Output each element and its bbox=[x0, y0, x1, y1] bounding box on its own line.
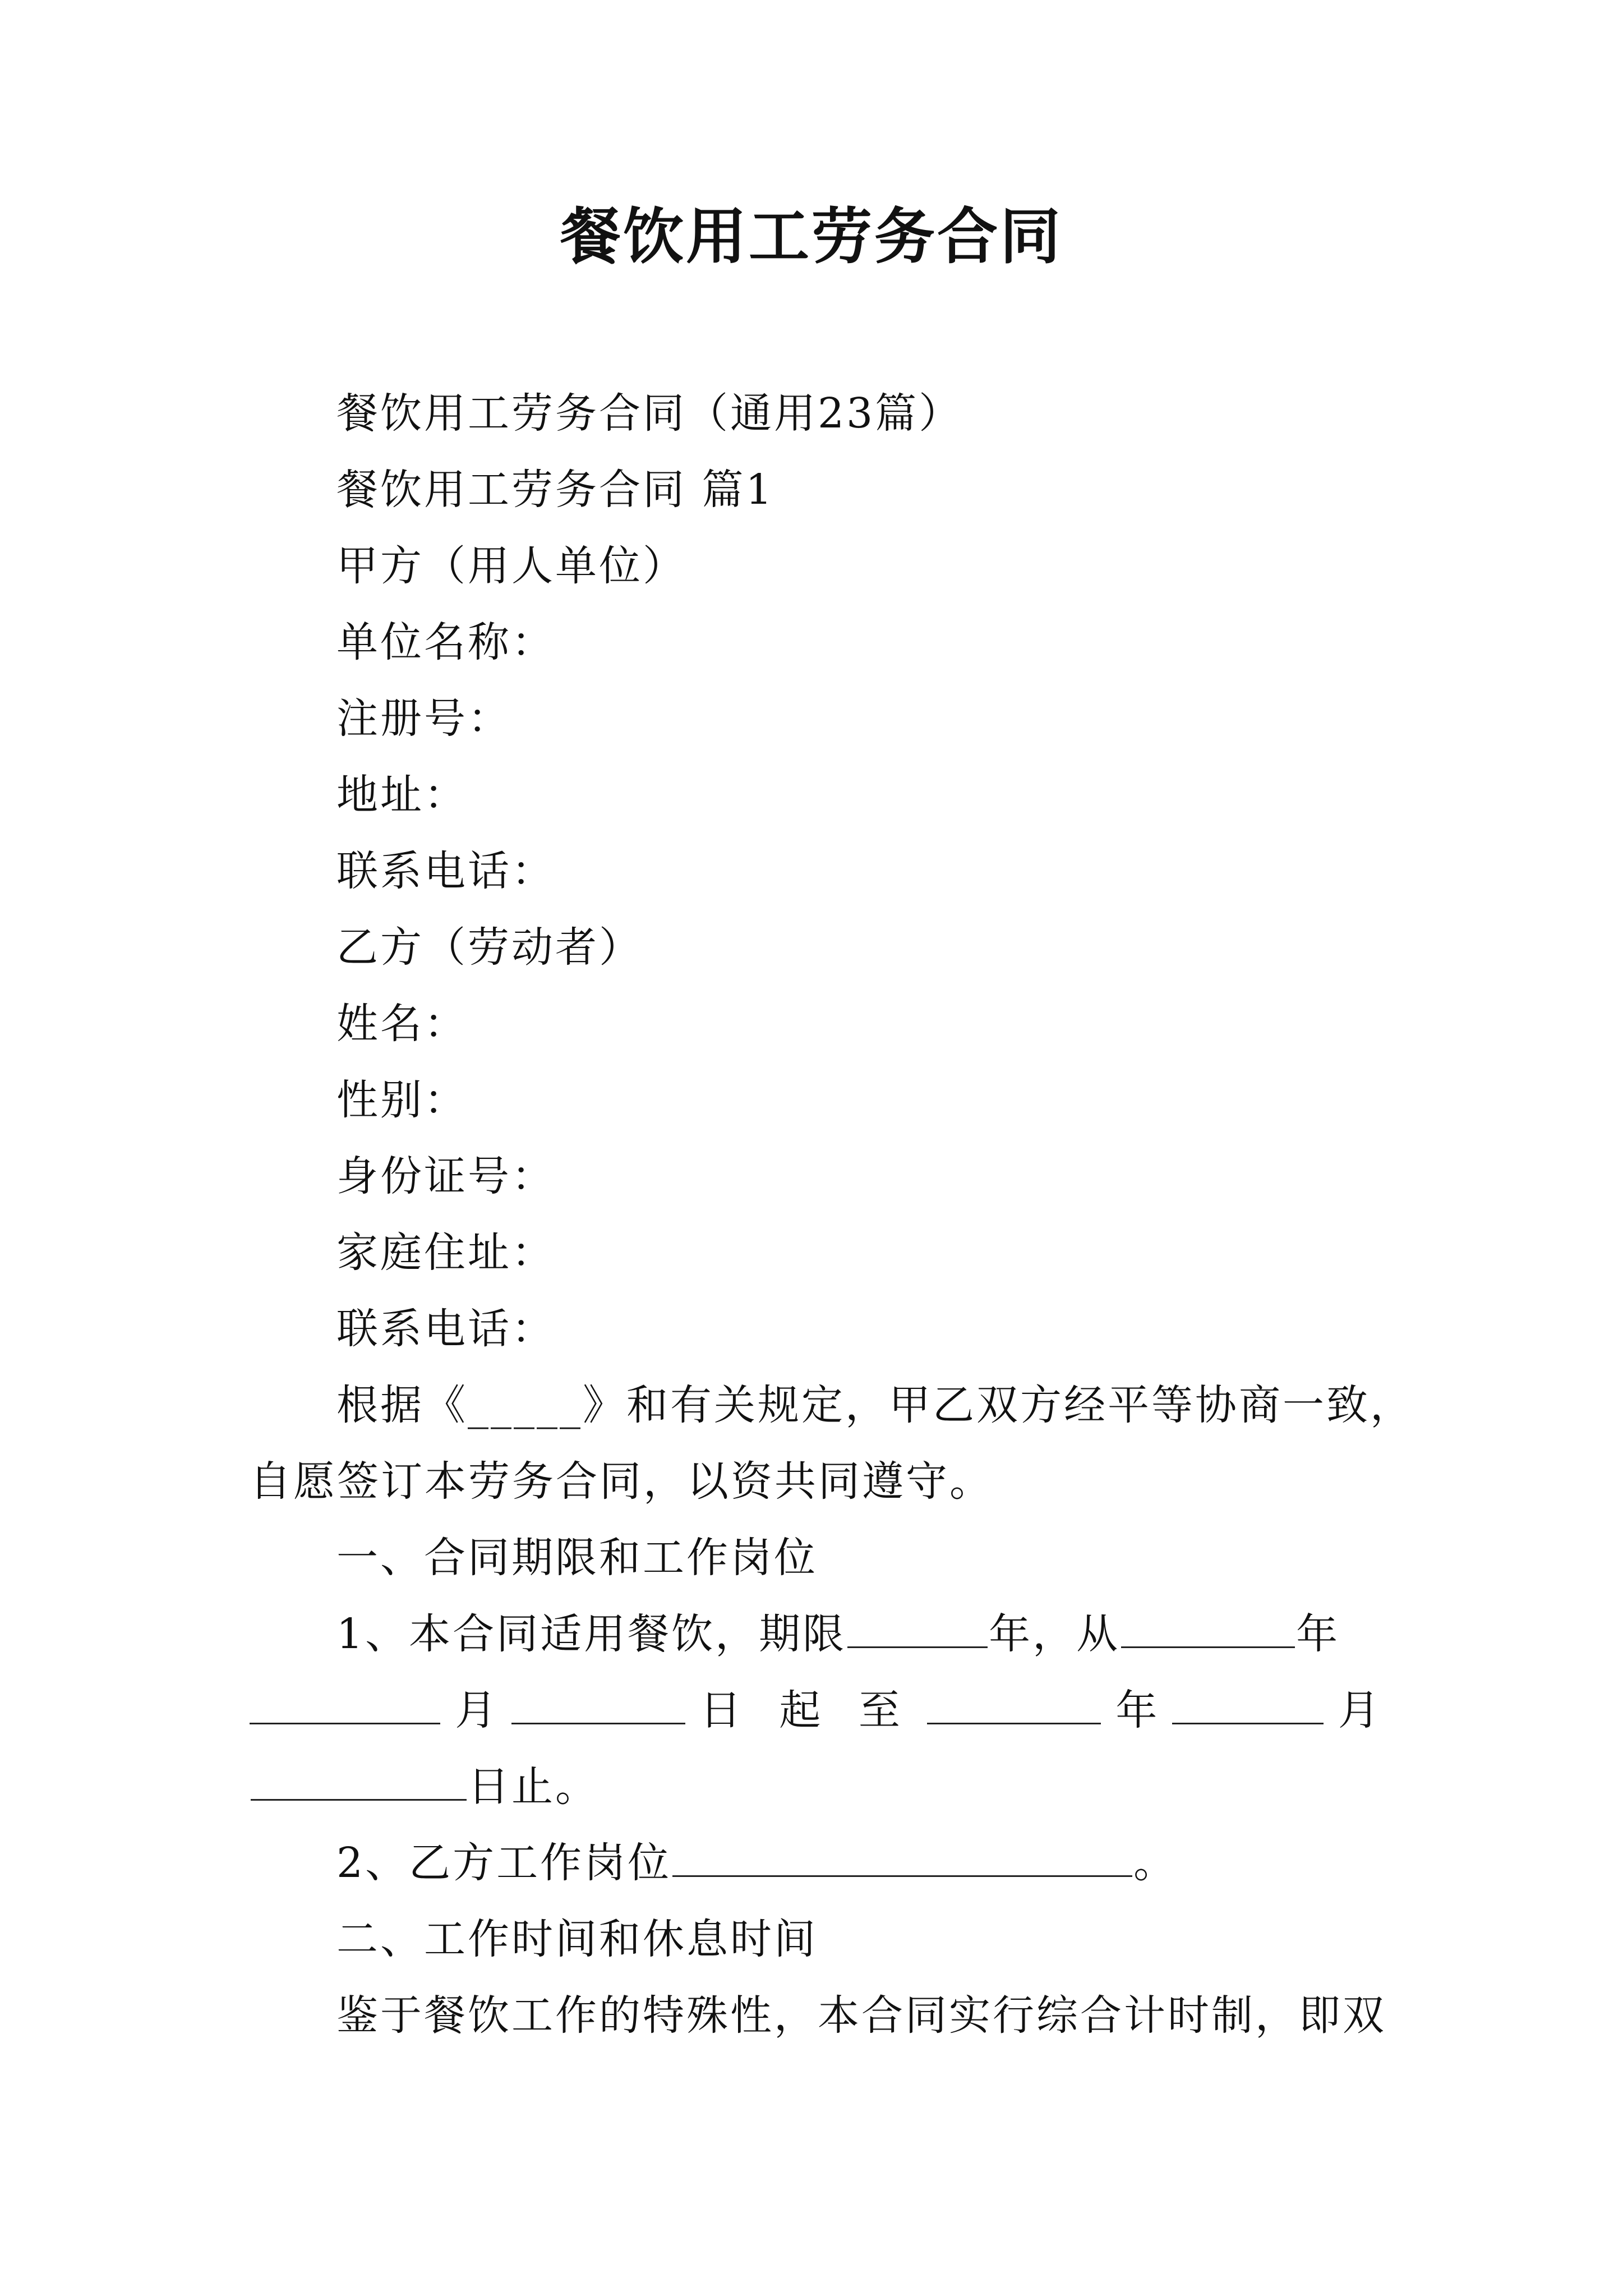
start-month-blank bbox=[250, 1686, 440, 1724]
section1-heading: 一、合同期限和工作岗位 bbox=[336, 1534, 818, 1582]
section2-paragraph: 鉴于餐饮工作的特殊性，本合同实行综合计时制，即双 bbox=[336, 1991, 1386, 2040]
field-home-address: 家庭住址： bbox=[336, 1228, 555, 1277]
clause1-year-label: 年，从 bbox=[989, 1610, 1121, 1658]
field-party-a-phone: 联系电话： bbox=[336, 847, 555, 895]
start-day-blank bbox=[511, 1686, 685, 1724]
clause2-end: 。 bbox=[1133, 1839, 1178, 1887]
clause2-line bbox=[336, 1832, 1177, 1894]
basis-text-before: 根据《 bbox=[336, 1381, 468, 1429]
field-party-b-phone: 联系电话： bbox=[336, 1305, 555, 1353]
job-position-blank bbox=[672, 1838, 1132, 1877]
party-b-heading: 乙方（劳动者） bbox=[336, 923, 643, 972]
document-title: 餐饮用工劳务合同 bbox=[560, 201, 1063, 272]
start-year-blank bbox=[1121, 1609, 1295, 1648]
field-gender: 性别： bbox=[336, 1076, 468, 1124]
party-a-heading: 甲方（用人单位） bbox=[336, 542, 686, 590]
field-id-number: 身份证号： bbox=[336, 1152, 555, 1200]
field-registration-no: 注册号： bbox=[336, 694, 511, 743]
basis-paragraph-line2: 自愿签订本劳务合同，以资共同遵守。 bbox=[250, 1457, 993, 1506]
basis-law-blank: _____ bbox=[468, 1381, 583, 1429]
clause1-day-from-label: 日 起 至 bbox=[699, 1686, 912, 1734]
field-company-name: 单位名称： bbox=[336, 618, 555, 666]
term-years-blank bbox=[847, 1609, 988, 1648]
chapter-heading: 餐饮用工劳务合同 篇1 bbox=[336, 466, 774, 514]
clause2-prefix: 2、乙方工作岗位 bbox=[336, 1839, 672, 1887]
clause1-end-label: 日止。 bbox=[468, 1763, 599, 1811]
clause1-month2-label: 月 bbox=[1338, 1686, 1380, 1734]
field-address: 地址： bbox=[336, 771, 468, 819]
clause1-month-label: 月 bbox=[455, 1686, 497, 1734]
clause1-year3-label: 年 bbox=[1115, 1686, 1158, 1734]
clause1-year2-label: 年 bbox=[1296, 1610, 1340, 1658]
clause1-line3 bbox=[250, 1756, 599, 1818]
end-month-blank bbox=[1172, 1686, 1324, 1724]
end-day-blank bbox=[251, 1762, 467, 1801]
clause1-line1 bbox=[336, 1603, 1340, 1665]
field-name: 姓名： bbox=[336, 1000, 468, 1048]
basis-text-after: 》和有关规定，甲乙双方经平等协商一致， bbox=[583, 1381, 1414, 1429]
clause1-line2 bbox=[250, 1680, 1380, 1741]
end-year-blank bbox=[927, 1686, 1101, 1724]
subtitle-line: 餐饮用工劳务合同（通用23篇） bbox=[336, 389, 963, 438]
clause1-prefix: 1、本合同适用餐饮，期限 bbox=[336, 1610, 847, 1658]
basis-paragraph-line1 bbox=[336, 1374, 1414, 1436]
section2-heading: 二、工作时间和休息时间 bbox=[336, 1915, 818, 1963]
